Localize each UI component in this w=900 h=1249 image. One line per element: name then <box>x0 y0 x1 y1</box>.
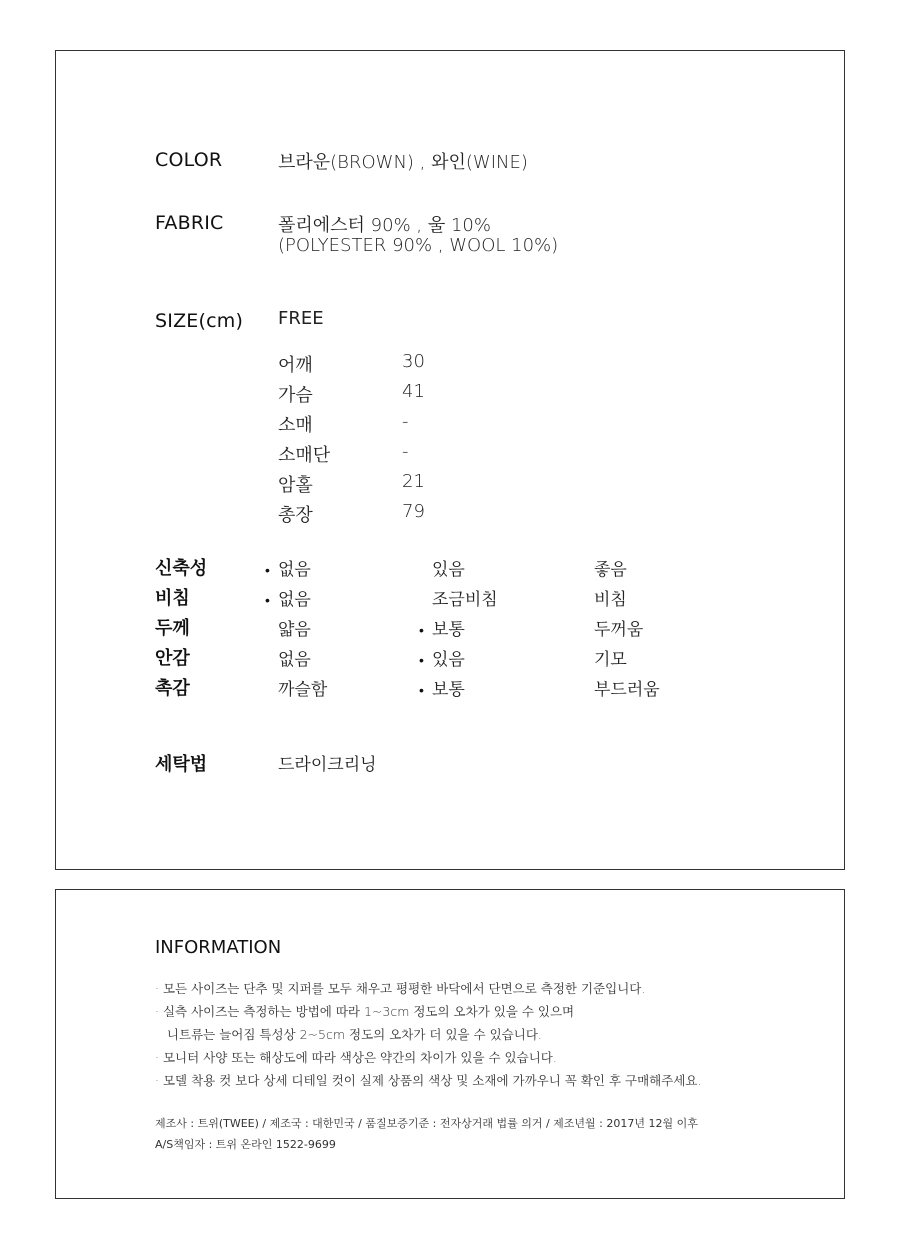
attribute-option-label: 기모 <box>594 650 627 670</box>
selected-bullet: • <box>265 593 270 609</box>
attribute-option-label: 까슬함 <box>278 680 328 700</box>
attribute-option <box>419 555 465 580</box>
size-row-value: - <box>402 441 409 462</box>
fabric-label: FABRIC <box>155 212 224 234</box>
fabric-value-line1: 폴리에스터 90% , 울 10% <box>278 215 491 236</box>
selected-bullet: • <box>419 623 424 639</box>
attribute-option-label: 얇음 <box>278 620 311 640</box>
attribute-option <box>594 555 627 580</box>
attribute-label: 신축성 <box>155 558 208 579</box>
attribute-option <box>419 645 465 670</box>
attribute-option-label: 좋음 <box>594 560 627 580</box>
color-value: 브라운(BROWN) , 와인(WINE) <box>278 152 528 173</box>
attribute-label: 비침 <box>155 588 190 609</box>
information-footer-line: A/S책임자 : 트위 온라인 1522-9699 <box>155 1138 336 1151</box>
attribute-option-label: 조금비침 <box>432 590 498 610</box>
information-panel <box>55 889 845 1199</box>
size-label: SIZE(cm) <box>155 310 244 332</box>
size-row-value: 79 <box>402 501 425 522</box>
attribute-option-label: 비침 <box>594 590 627 610</box>
information-note: · 모니터 사양 또는 해상도에 따라 색상은 약간의 차이가 있을 수 있습니다. <box>155 1050 557 1065</box>
attribute-option <box>594 615 643 640</box>
selected-bullet: • <box>419 683 424 699</box>
attribute-option <box>265 645 311 670</box>
attribute-option <box>594 585 627 610</box>
attribute-option <box>265 555 311 580</box>
size-row-value: - <box>402 411 409 432</box>
attribute-option <box>265 585 311 610</box>
attribute-option-label: 없음 <box>278 590 311 610</box>
attribute-option <box>419 615 465 640</box>
size-row-name: 암홀 <box>278 475 313 496</box>
selected-bullet: • <box>265 563 270 579</box>
attribute-option <box>594 675 660 700</box>
color-label: COLOR <box>155 149 223 171</box>
information-title: INFORMATION <box>155 937 282 958</box>
size-row-name: 가슴 <box>278 385 313 406</box>
attribute-option <box>265 675 327 700</box>
information-footer-line: 제조사 : 트위(TWEE) / 제조국 : 대한민국 / 품질보증기준 : 전자상거래 법률 의거 / 제조년월 : 2017년 12월 이후 <box>155 1117 698 1130</box>
size-row-name: 총장 <box>278 505 313 526</box>
size-header: FREE <box>278 308 324 329</box>
size-row-value: 41 <box>402 381 425 402</box>
attribute-option-label: 없음 <box>278 560 311 580</box>
attribute-option-label: 부드러움 <box>594 680 660 700</box>
attribute-label: 안감 <box>155 648 190 669</box>
size-row-name: 소매 <box>278 415 313 436</box>
attribute-option <box>419 585 498 610</box>
attribute-label: 두께 <box>155 618 190 639</box>
selected-bullet: • <box>419 653 424 669</box>
washing-label: 세탁법 <box>155 754 208 775</box>
size-row-value: 21 <box>402 471 425 492</box>
attribute-option-label: 두꺼움 <box>594 620 644 640</box>
size-row-name: 어깨 <box>278 355 313 376</box>
attribute-option <box>265 615 311 640</box>
fabric-value-line2: (POLYESTER 90% , WOOL 10%) <box>278 235 559 256</box>
attribute-option-label: 있음 <box>432 560 465 580</box>
information-note: · 실측 사이즈는 측정하는 방법에 따라 1~3cm 정도의 오차가 있을 수 있으며 <box>155 1004 575 1019</box>
information-note: · 모든 사이즈는 단추 및 지퍼를 모두 채우고 평평한 바닥에서 단면으로 측정한 기준입니다. <box>155 981 646 996</box>
information-note: · 모델 착용 컷 보다 상세 디테일 컷이 실제 상품의 색상 및 소재에 가까우니 꼭 확인 후 구매해주세요. <box>155 1073 702 1088</box>
attribute-option-label: 없음 <box>278 650 311 670</box>
size-row-name: 소매단 <box>278 445 331 466</box>
attribute-label: 촉감 <box>155 678 190 699</box>
attribute-option-label: 보통 <box>432 680 465 700</box>
size-row-value: 30 <box>402 351 425 372</box>
information-note: 니트류는 늘어짐 특성상 2~5cm 정도의 오차가 더 있을 수 있습니다. <box>155 1027 542 1042</box>
attribute-option-label: 있음 <box>432 650 465 670</box>
attribute-option-label: 보통 <box>432 620 465 640</box>
washing-value: 드라이크리닝 <box>278 755 377 775</box>
attribute-option <box>594 645 627 670</box>
attribute-option <box>419 675 465 700</box>
